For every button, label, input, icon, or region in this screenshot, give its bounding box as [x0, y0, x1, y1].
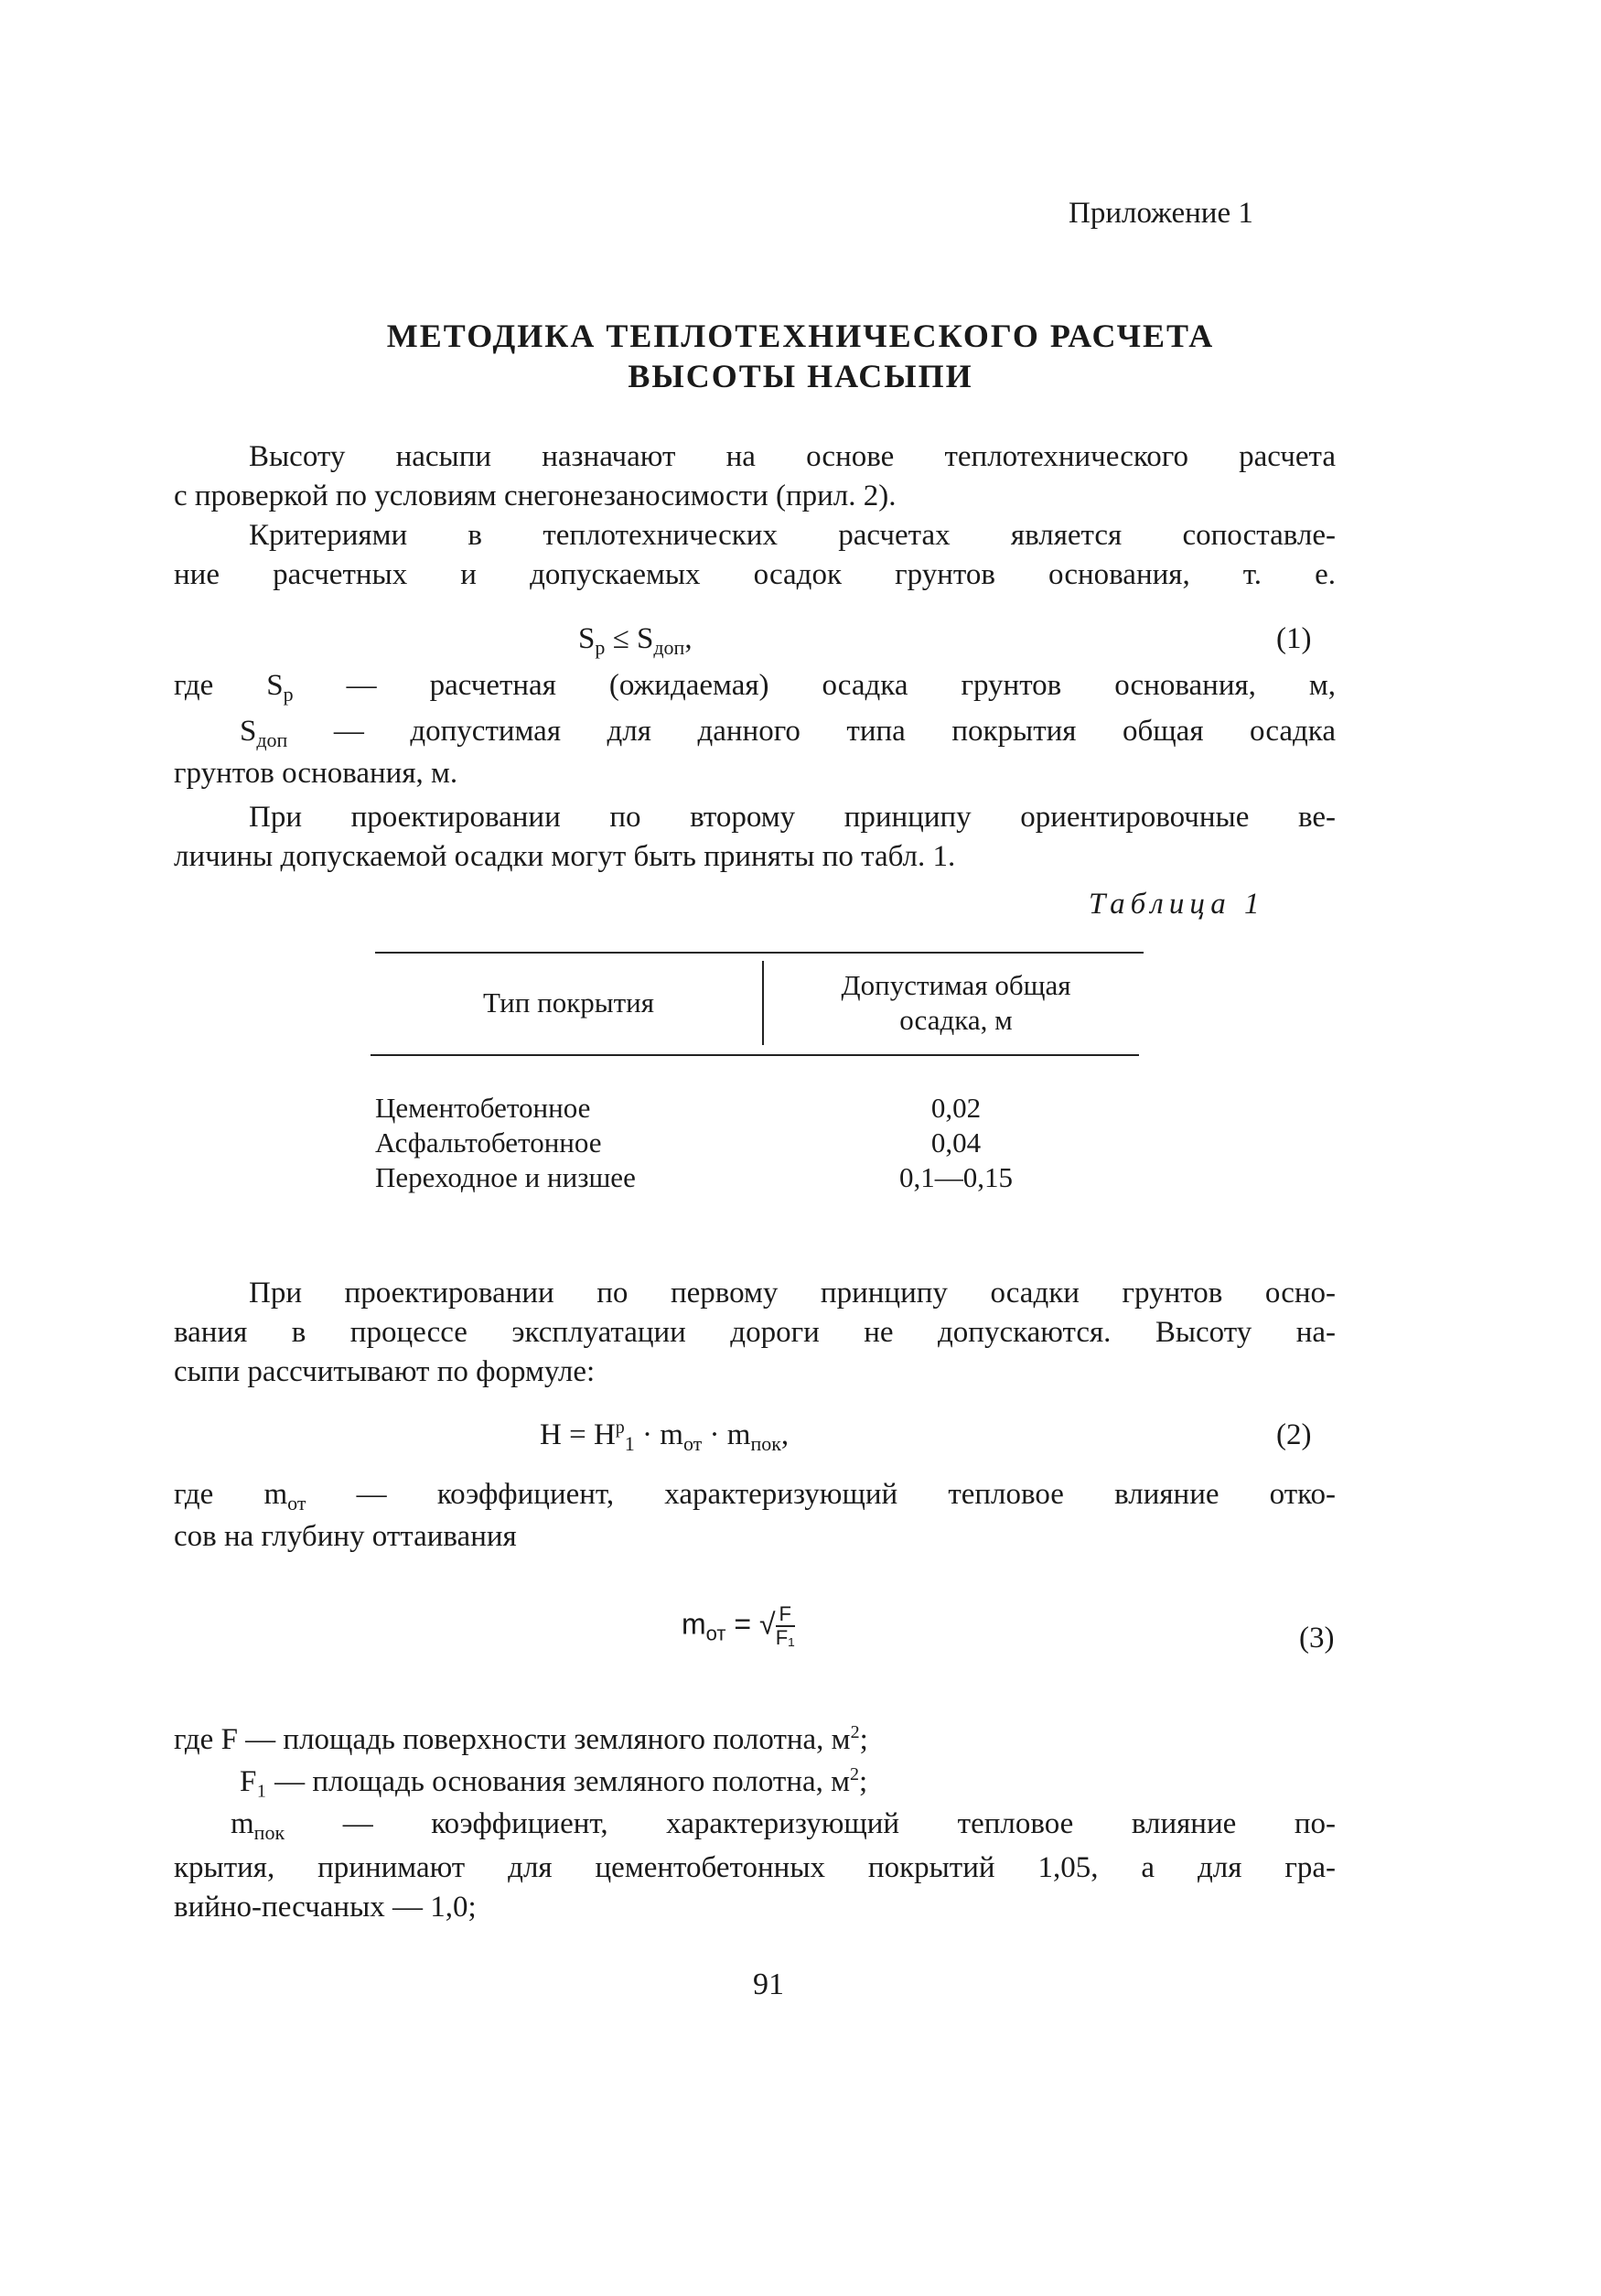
para2-line-2: личины допускаемой осадки могут быть приняты по табл. 1. — [174, 840, 956, 873]
where1-line-1: где $S_р$ — расчетная (ожидаемая) осадка грунтов основания, м, — [174, 669, 1336, 706]
page-title-line-1: МЕТОДИКА ТЕПЛОТЕХНИЧЕСКОГО РАСЧЕТА — [386, 318, 1215, 354]
where3-line-2: F₁ — площадь основания земляного полотна, $м^2$; — [240, 1764, 868, 1798]
intro-line-2: с проверкой по условиям снегонезаносимости (прил. 2). — [174, 480, 897, 512]
formula-1: $S_р \le S_{доп}$, — [578, 622, 693, 659]
where2-line-1: где $m_{от}$ — коэффициент, характеризующий тепловое влияние отко- — [174, 1478, 1337, 1514]
table-top-rule — [375, 952, 1144, 954]
table-header-type: Тип покрытия — [483, 986, 654, 1019]
formula-2: $H = H^р_1 \cdot m_{от} \cdot m_{пок}$, — [540, 1417, 790, 1455]
where3-line-4: крытия, принимают для цементобетонных покрытий 1,05, а для гра- — [174, 1851, 1336, 1884]
formula-3-fraction: $\frac{F}{\text{F₁}}$ — [775, 1602, 795, 1649]
table-row-type: Асфальтобетонное — [375, 1126, 602, 1159]
table-row-value: 0,04 — [930, 1126, 982, 1159]
table-header-rule — [371, 1054, 1139, 1056]
where3-line-3: $m_{пок}$ — коэффициент, характеризующий тепловое влияние по- — [231, 1807, 1336, 1844]
table-row-type: Переходное и низшее — [375, 1161, 636, 1193]
para3-line-2: вания в процессе эксплуатации дороги не допускаются. Высоту на- — [174, 1316, 1336, 1349]
where1-line-3: грунтов основания, м. — [174, 757, 458, 790]
appendix-label: Приложение 1 — [1069, 197, 1253, 230]
page-title-line-2: ВЫСОТЫ НАСЫПИ — [628, 358, 973, 394]
table-header-settlement-line-2: осадка, м — [899, 1004, 1013, 1036]
where2-line-2: сов на глубину оттаивания — [174, 1520, 517, 1553]
para2-line-1: При проектировании по второму принципу ориентировочные ве- — [249, 801, 1336, 834]
page-number: 91 — [753, 1967, 784, 2001]
table-row-value: 0,1—0,15 — [899, 1161, 1013, 1193]
para3-line-3: сыпи рассчитывают по формуле: — [174, 1355, 596, 1388]
intro-line-3: Критериями в теплотехнических расчетах является сопоставле- — [249, 519, 1336, 552]
table-row-value: 0,02 — [930, 1092, 982, 1124]
intro-line-4: ние расчетных и допускаемых осадок грунтов основания, т. е. — [174, 558, 1336, 591]
table-row-type: Цементобетонное — [375, 1092, 591, 1124]
where3-line-1: где F — площадь поверхности земляного полотна, $м^2$; — [174, 1722, 868, 1756]
formula-3-number: (3) — [1299, 1622, 1335, 1655]
where1-line-2: $S_{доп}$ — допустимая для данного типа покрытия общая осадка — [240, 715, 1336, 751]
intro-line-1: Высоту насыпи назначают на основе теплотехнического расчета — [249, 440, 1336, 473]
table-header-settlement-line-1: Допустимая общая — [841, 969, 1071, 1001]
table-caption: Таблица 1 — [1089, 888, 1265, 921]
formula-3: $m_{от}$ = √ $\frac{F}{\text{F₁}}$ — [682, 1602, 795, 1649]
formula-1-number: (1) — [1276, 622, 1312, 655]
para3-line-1: При проектировании по первому принципу осадки грунтов осно- — [249, 1277, 1336, 1310]
formula-2-number: (2) — [1276, 1418, 1312, 1451]
where3-line-5: вийно-песчаных — 1,0; — [174, 1891, 477, 1924]
